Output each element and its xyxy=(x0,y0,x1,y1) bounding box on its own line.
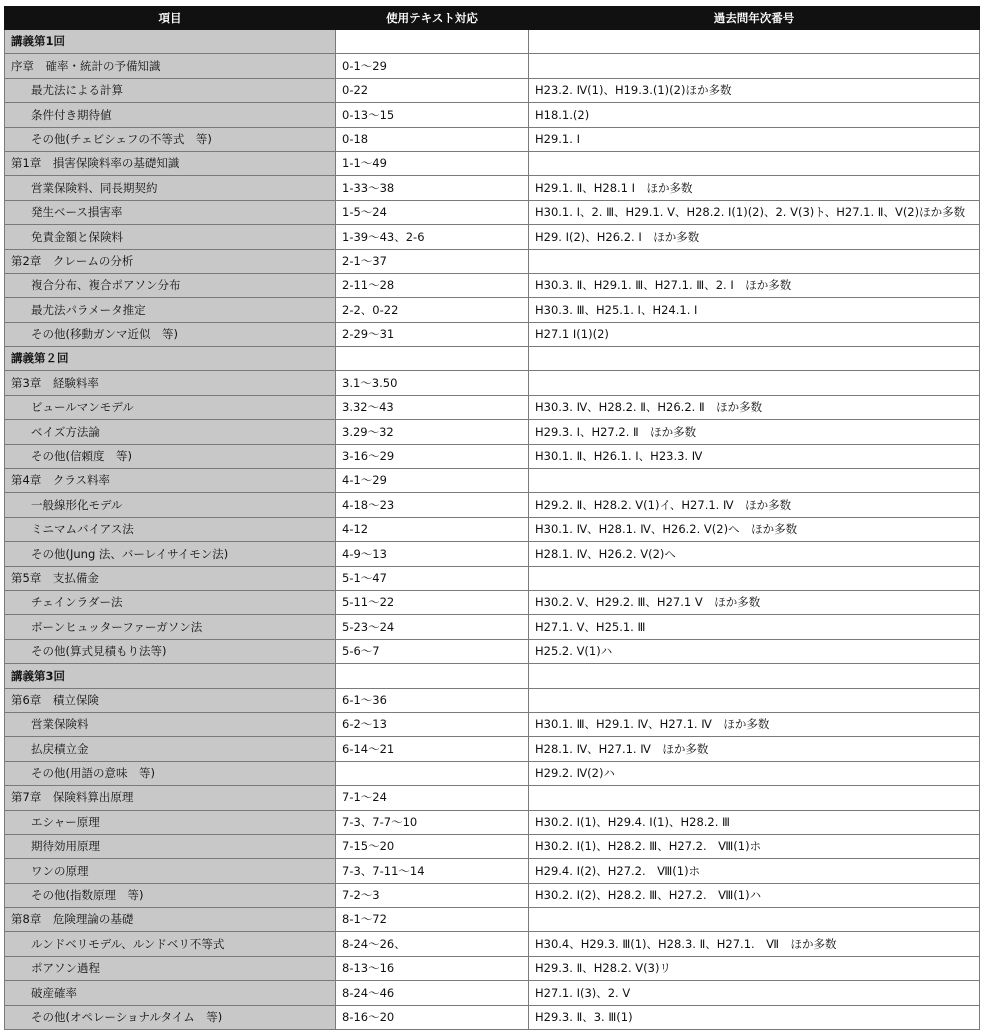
past-exam-cell xyxy=(529,469,980,493)
past-exam-cell: H29.2. Ⅱ、H28.2. Ⅴ(1)イ、H27.1. Ⅳ ほか多数 xyxy=(529,493,980,517)
item-cell: 発生ベース損害率 xyxy=(5,200,336,224)
past-exam-cell: H30.2. Ⅰ(2)、H28.2. Ⅲ、H27.2. Ⅷ(1)ハ xyxy=(529,883,980,907)
table-row xyxy=(5,493,980,517)
past-exam-cell xyxy=(529,347,980,371)
text-ref-cell: 4-9～13 xyxy=(336,542,529,566)
text-ref-cell: 8-24～26、 xyxy=(336,932,529,956)
item-cell: 一般線形化モデル xyxy=(5,493,336,517)
text-ref-cell: 7-15～20 xyxy=(336,834,529,858)
table-row xyxy=(5,859,980,883)
text-ref-cell: 5-11～22 xyxy=(336,590,529,614)
table-row xyxy=(5,78,980,102)
item-cell: その他(用語の意味 等) xyxy=(5,761,336,785)
item-cell: その他(Jung 法、バーレイサイモン法) xyxy=(5,542,336,566)
table-row xyxy=(5,664,980,688)
item-cell: その他(指数原理 等) xyxy=(5,883,336,907)
text-ref-cell: 7-2～3 xyxy=(336,883,529,907)
table-row xyxy=(5,30,980,54)
text-ref-cell: 2-1～37 xyxy=(336,249,529,273)
item-cell: 期待効用原理 xyxy=(5,834,336,858)
text-ref-cell: 7-3、7-7～10 xyxy=(336,810,529,834)
past-exam-cell: H29. Ⅰ(2)、H26.2. Ⅰ ほか多数 xyxy=(529,225,980,249)
text-ref-cell: 6-2～13 xyxy=(336,712,529,736)
table-row xyxy=(5,688,980,712)
text-ref-cell: 8-1～72 xyxy=(336,908,529,932)
past-exam-cell: H30.1. Ⅲ、H29.1. Ⅳ、H27.1. Ⅳ ほか多数 xyxy=(529,712,980,736)
item-cell: ビュールマンモデル xyxy=(5,395,336,419)
text-ref-cell: 1-33～38 xyxy=(336,176,529,200)
item-cell: 営業保険料 xyxy=(5,712,336,736)
text-ref-cell: 8-16～20 xyxy=(336,1005,529,1029)
past-exam-cell: H29.1. Ⅱ、H28.1 Ⅰ ほか多数 xyxy=(529,176,980,200)
item-cell: 営業保険料、同長期契約 xyxy=(5,176,336,200)
text-ref-cell: 1-39～43、2-6 xyxy=(336,225,529,249)
past-exam-cell xyxy=(529,30,980,54)
text-ref-cell: 6-1～36 xyxy=(336,688,529,712)
past-exam-cell: H29.3. Ⅱ、H28.2. Ⅴ(3)リ xyxy=(529,956,980,980)
item-cell: 第2章 クレームの分析 xyxy=(5,249,336,273)
table-row xyxy=(5,590,980,614)
text-ref-cell: 2-11～28 xyxy=(336,273,529,297)
item-cell: 複合分布、複合ポアソン分布 xyxy=(5,273,336,297)
table-row xyxy=(5,127,980,151)
past-exam-cell: H29.1. Ⅰ xyxy=(529,127,980,151)
item-cell: チェインラダー法 xyxy=(5,590,336,614)
item-cell: 序章 確率・統計の予備知識 xyxy=(5,54,336,78)
item-cell: 第4章 クラス料率 xyxy=(5,469,336,493)
table-row xyxy=(5,908,980,932)
table-row xyxy=(5,298,980,322)
text-ref-cell: 8-13～16 xyxy=(336,956,529,980)
past-exam-cell: H30.1. Ⅳ、H28.1. Ⅳ、H26.2. Ⅴ(2)へ ほか多数 xyxy=(529,517,980,541)
text-ref-cell: 2-2、0-22 xyxy=(336,298,529,322)
text-ref-cell: 0-22 xyxy=(336,78,529,102)
past-exam-cell: H27.1. Ⅰ(3)、2. Ⅴ xyxy=(529,981,980,1005)
item-cell: ワンの原理 xyxy=(5,859,336,883)
text-ref-cell xyxy=(336,664,529,688)
text-ref-cell: 2-29～31 xyxy=(336,322,529,346)
past-exam-cell: H25.2. Ⅴ(1)ハ xyxy=(529,639,980,663)
item-cell: 第1章 損害保険料率の基礎知識 xyxy=(5,151,336,175)
past-exam-cell: H29.2. Ⅳ(2)ハ xyxy=(529,761,980,785)
past-exam-cell: H30.3. Ⅱ、H29.1. Ⅲ、H27.1. Ⅲ、2. Ⅰ ほか多数 xyxy=(529,273,980,297)
table-body xyxy=(5,30,980,1030)
past-exam-cell: H29.3. Ⅰ、H27.2. Ⅱ ほか多数 xyxy=(529,420,980,444)
past-exam-cell xyxy=(529,664,980,688)
table-row xyxy=(5,932,980,956)
table-row xyxy=(5,200,980,224)
table-row xyxy=(5,810,980,834)
item-cell: 講義第3回 xyxy=(5,664,336,688)
text-ref-cell: 5-6～7 xyxy=(336,639,529,663)
table-row xyxy=(5,151,980,175)
table-header xyxy=(5,7,980,30)
table-row xyxy=(5,883,980,907)
table-row xyxy=(5,469,980,493)
text-ref-cell xyxy=(336,347,529,371)
item-cell: 最尤法パラメータ推定 xyxy=(5,298,336,322)
item-cell: ボーンヒュッターファーガソン法 xyxy=(5,615,336,639)
past-exam-cell: H30.2. Ⅰ(1)、H28.2. Ⅲ、H27.2. Ⅷ(1)ホ xyxy=(529,834,980,858)
table-row xyxy=(5,395,980,419)
past-exam-cell: H30.1. Ⅰ、2. Ⅲ、H29.1. Ⅴ、H28.2. Ⅰ(1)(2)、2. Ⅴ(3)ト、H27.1. Ⅱ、Ⅴ(2)ほか多数 xyxy=(529,200,980,224)
item-cell: 破産確率 xyxy=(5,981,336,1005)
item-cell: その他(オペレーショナルタイム 等) xyxy=(5,1005,336,1029)
item-cell: 講義第２回 xyxy=(5,347,336,371)
past-exam-cell xyxy=(529,786,980,810)
text-ref-cell: 5-23～24 xyxy=(336,615,529,639)
past-exam-cell xyxy=(529,371,980,395)
table-row xyxy=(5,225,980,249)
item-cell: ルンドベリモデル、ルンドベリ不等式 xyxy=(5,932,336,956)
text-ref-cell: 3.1～3.50 xyxy=(336,371,529,395)
table-row xyxy=(5,103,980,127)
table-row xyxy=(5,347,980,371)
text-ref-cell: 1-5～24 xyxy=(336,200,529,224)
item-cell: その他(算式見積もり法等) xyxy=(5,639,336,663)
item-cell: ミニマムバイアス法 xyxy=(5,517,336,541)
past-exam-cell xyxy=(529,908,980,932)
text-ref-cell: 4-1～29 xyxy=(336,469,529,493)
table-row xyxy=(5,639,980,663)
past-exam-cell: H27.1. Ⅴ、H25.1. Ⅲ xyxy=(529,615,980,639)
item-cell: 免責金額と保険料 xyxy=(5,225,336,249)
item-cell: 払戻積立金 xyxy=(5,737,336,761)
text-ref-cell: 4-18～23 xyxy=(336,493,529,517)
past-exam-cell: H30.3. Ⅲ、H25.1. Ⅰ、H24.1. Ⅰ xyxy=(529,298,980,322)
table-row xyxy=(5,981,980,1005)
item-cell: ポアソン過程 xyxy=(5,956,336,980)
past-exam-cell: H30.2. Ⅰ(1)、H29.4. Ⅰ(1)、H28.2. Ⅲ xyxy=(529,810,980,834)
past-exam-cell: H30.4、H29.3. Ⅲ(1)、H28.3. Ⅱ、H27.1. Ⅶ ほか多数 xyxy=(529,932,980,956)
header-past: 過去問年次番号 xyxy=(529,7,980,30)
past-exam-cell: H30.2. Ⅴ、H29.2. Ⅲ、H27.1 Ⅴ ほか多数 xyxy=(529,590,980,614)
item-cell: ベイズ方法論 xyxy=(5,420,336,444)
text-ref-cell xyxy=(336,30,529,54)
table-row xyxy=(5,834,980,858)
table-row xyxy=(5,786,980,810)
past-exam-cell: H27.1 Ⅰ(1)(2) xyxy=(529,322,980,346)
text-ref-cell xyxy=(336,761,529,785)
past-exam-cell xyxy=(529,249,980,273)
text-ref-cell: 3.29～32 xyxy=(336,420,529,444)
table-row xyxy=(5,322,980,346)
item-cell: 講義第1回 xyxy=(5,30,336,54)
past-exam-cell: H23.2. Ⅳ(1)、H19.3.(1)(2)ほか多数 xyxy=(529,78,980,102)
item-cell: その他(チェビシェフの不等式 等) xyxy=(5,127,336,151)
header-row xyxy=(5,7,980,30)
table-row xyxy=(5,420,980,444)
item-cell: 第8章 危険理論の基礎 xyxy=(5,908,336,932)
item-cell: 最尤法による計算 xyxy=(5,78,336,102)
table-row xyxy=(5,956,980,980)
table-row xyxy=(5,761,980,785)
past-exam-cell xyxy=(529,566,980,590)
past-exam-cell: H28.1. Ⅳ、H27.1. Ⅳ ほか多数 xyxy=(529,737,980,761)
table-row xyxy=(5,1005,980,1029)
table-row xyxy=(5,566,980,590)
text-ref-cell: 7-1～24 xyxy=(336,786,529,810)
table-row xyxy=(5,737,980,761)
item-cell: その他(移動ガンマ近似 等) xyxy=(5,322,336,346)
table-row xyxy=(5,371,980,395)
text-ref-cell: 5-1～47 xyxy=(336,566,529,590)
text-ref-cell: 4-12 xyxy=(336,517,529,541)
past-exam-cell: H30.1. Ⅱ、H26.1. Ⅰ、H23.3. Ⅳ xyxy=(529,444,980,468)
item-cell: 第6章 積立保険 xyxy=(5,688,336,712)
item-cell: 第3章 経験料率 xyxy=(5,371,336,395)
item-cell: 条件付き期待値 xyxy=(5,103,336,127)
text-ref-cell: 3.32～43 xyxy=(336,395,529,419)
table-row xyxy=(5,249,980,273)
past-exam-cell: H29.3. Ⅱ、3. Ⅲ(1) xyxy=(529,1005,980,1029)
table-row xyxy=(5,176,980,200)
text-ref-cell: 6-14～21 xyxy=(336,737,529,761)
table-row xyxy=(5,712,980,736)
text-ref-cell: 8-24～46 xyxy=(336,981,529,1005)
text-ref-cell: 0-13～15 xyxy=(336,103,529,127)
header-item: 項目 xyxy=(5,7,336,30)
text-ref-cell: 1-1～49 xyxy=(336,151,529,175)
table-row xyxy=(5,542,980,566)
item-cell: エシャー原理 xyxy=(5,810,336,834)
text-ref-cell: 0-1～29 xyxy=(336,54,529,78)
past-exam-cell: H29.4. Ⅰ(2)、H27.2. Ⅷ(1)ホ xyxy=(529,859,980,883)
item-cell: 第7章 保険料算出原理 xyxy=(5,786,336,810)
syllabus-table xyxy=(4,6,980,1030)
table-row xyxy=(5,517,980,541)
text-ref-cell: 0-18 xyxy=(336,127,529,151)
header-text: 使用テキスト対応 xyxy=(336,7,529,30)
text-ref-cell: 3-16～29 xyxy=(336,444,529,468)
text-ref-cell: 7-3、7-11～14 xyxy=(336,859,529,883)
past-exam-cell: H18.1.(2) xyxy=(529,103,980,127)
table-row xyxy=(5,54,980,78)
table-row xyxy=(5,615,980,639)
table-row xyxy=(5,444,980,468)
past-exam-cell: H30.3. Ⅳ、H28.2. Ⅱ、H26.2. Ⅱ ほか多数 xyxy=(529,395,980,419)
past-exam-cell xyxy=(529,688,980,712)
item-cell: その他(信頼度 等) xyxy=(5,444,336,468)
past-exam-cell xyxy=(529,54,980,78)
item-cell: 第5章 支払備金 xyxy=(5,566,336,590)
past-exam-cell: H28.1. Ⅳ、H26.2. Ⅴ(2)へ xyxy=(529,542,980,566)
table-row xyxy=(5,273,980,297)
past-exam-cell xyxy=(529,151,980,175)
